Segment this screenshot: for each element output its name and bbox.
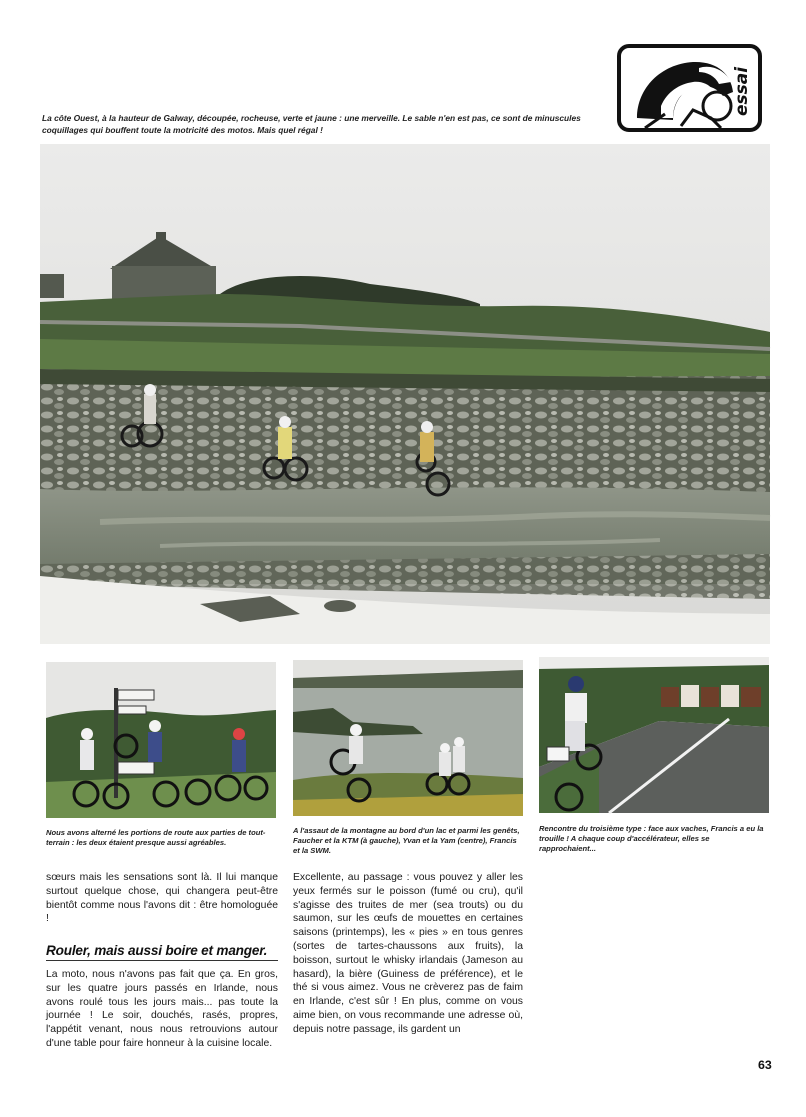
magazine-logo xyxy=(617,44,762,132)
column1-intro xyxy=(46,871,278,926)
road-cows-rider-photo xyxy=(539,657,769,813)
road-signpost-riders-photo xyxy=(46,662,276,818)
lakeside-wheelie-photo xyxy=(293,660,523,816)
column1-intro-text: sœurs mais les sensations sont là. Il lui manque surtout quelque chose, qui changera peut-être bientôt comme nous l'avons dit : être homologuée ! xyxy=(46,872,278,925)
logo-word: essai xyxy=(732,66,752,116)
column1-paragraph-text: La moto, nous n'avons pas fait que ça. En gros, sur les quatre jours passés en Irlande, nous avons roulé tous les jours mais... pas toute la journée ! Le soir, douchés, rasés, propres, l'appétit venant, nous nous retrouvions autour d'une table pour faire honneur à la cuisine locale. xyxy=(46,969,278,1049)
column2-paragraph xyxy=(293,871,523,1037)
column1-paragraph xyxy=(46,968,278,1051)
column2-paragraph-text: Excellente, au passage : vous pouvez y aller les yeux fermés sur le poisson (fumé ou cru), qu'il s'agisse des truites de mer (sea trouts) ou du saumon, sur les œufs de mouettes en certaines saisons (printemps), les « pies » en tous genres (sortes de tartes-chaussons aux fruits), la boisson, surtout le whisky irlandais (Jameson au hasard), la bière (Guiness de préférence), et le thé si vous aimez. Vous ne crèverez pas de faim en Irlande, c'est sûr ! En plus, comme on vous aime bien, on vous recommande une adresse où, depuis notre passage, ils gardent un xyxy=(293,872,523,1035)
photo-caption-2: A l'assaut de la montagne au bord d'un lac et parmi les genêts, Faucher et la KTM (à gauche), Yvan et la Yam (centre), Francis et la SWM. xyxy=(293,826,520,855)
photo-caption-3: Rencontre du troisième type : face aux vaches, Francis a eu la trouille ! A chaque coup d'accélérateur, elles se rapprochaient... xyxy=(539,824,764,853)
top-caption: La côte Ouest, à la hauteur de Galway, découpée, rocheuse, verte et jaune : une merveille. Le sable n'en est pas, ce sont de minuscules coquillages qui bouffent toute la motricité des motos. Mais quel régal ! xyxy=(42,113,581,135)
coastal-rocks-motorcycles-photo xyxy=(40,144,770,644)
section-heading: Rouler, mais aussi boire et manger. xyxy=(46,943,278,961)
photo-caption-1: Nous avons alterné les portions de route aux parties de tout-terrain : les deux étaient presque aussi agréables. xyxy=(46,828,266,847)
page-number: 63 xyxy=(758,1058,772,1072)
